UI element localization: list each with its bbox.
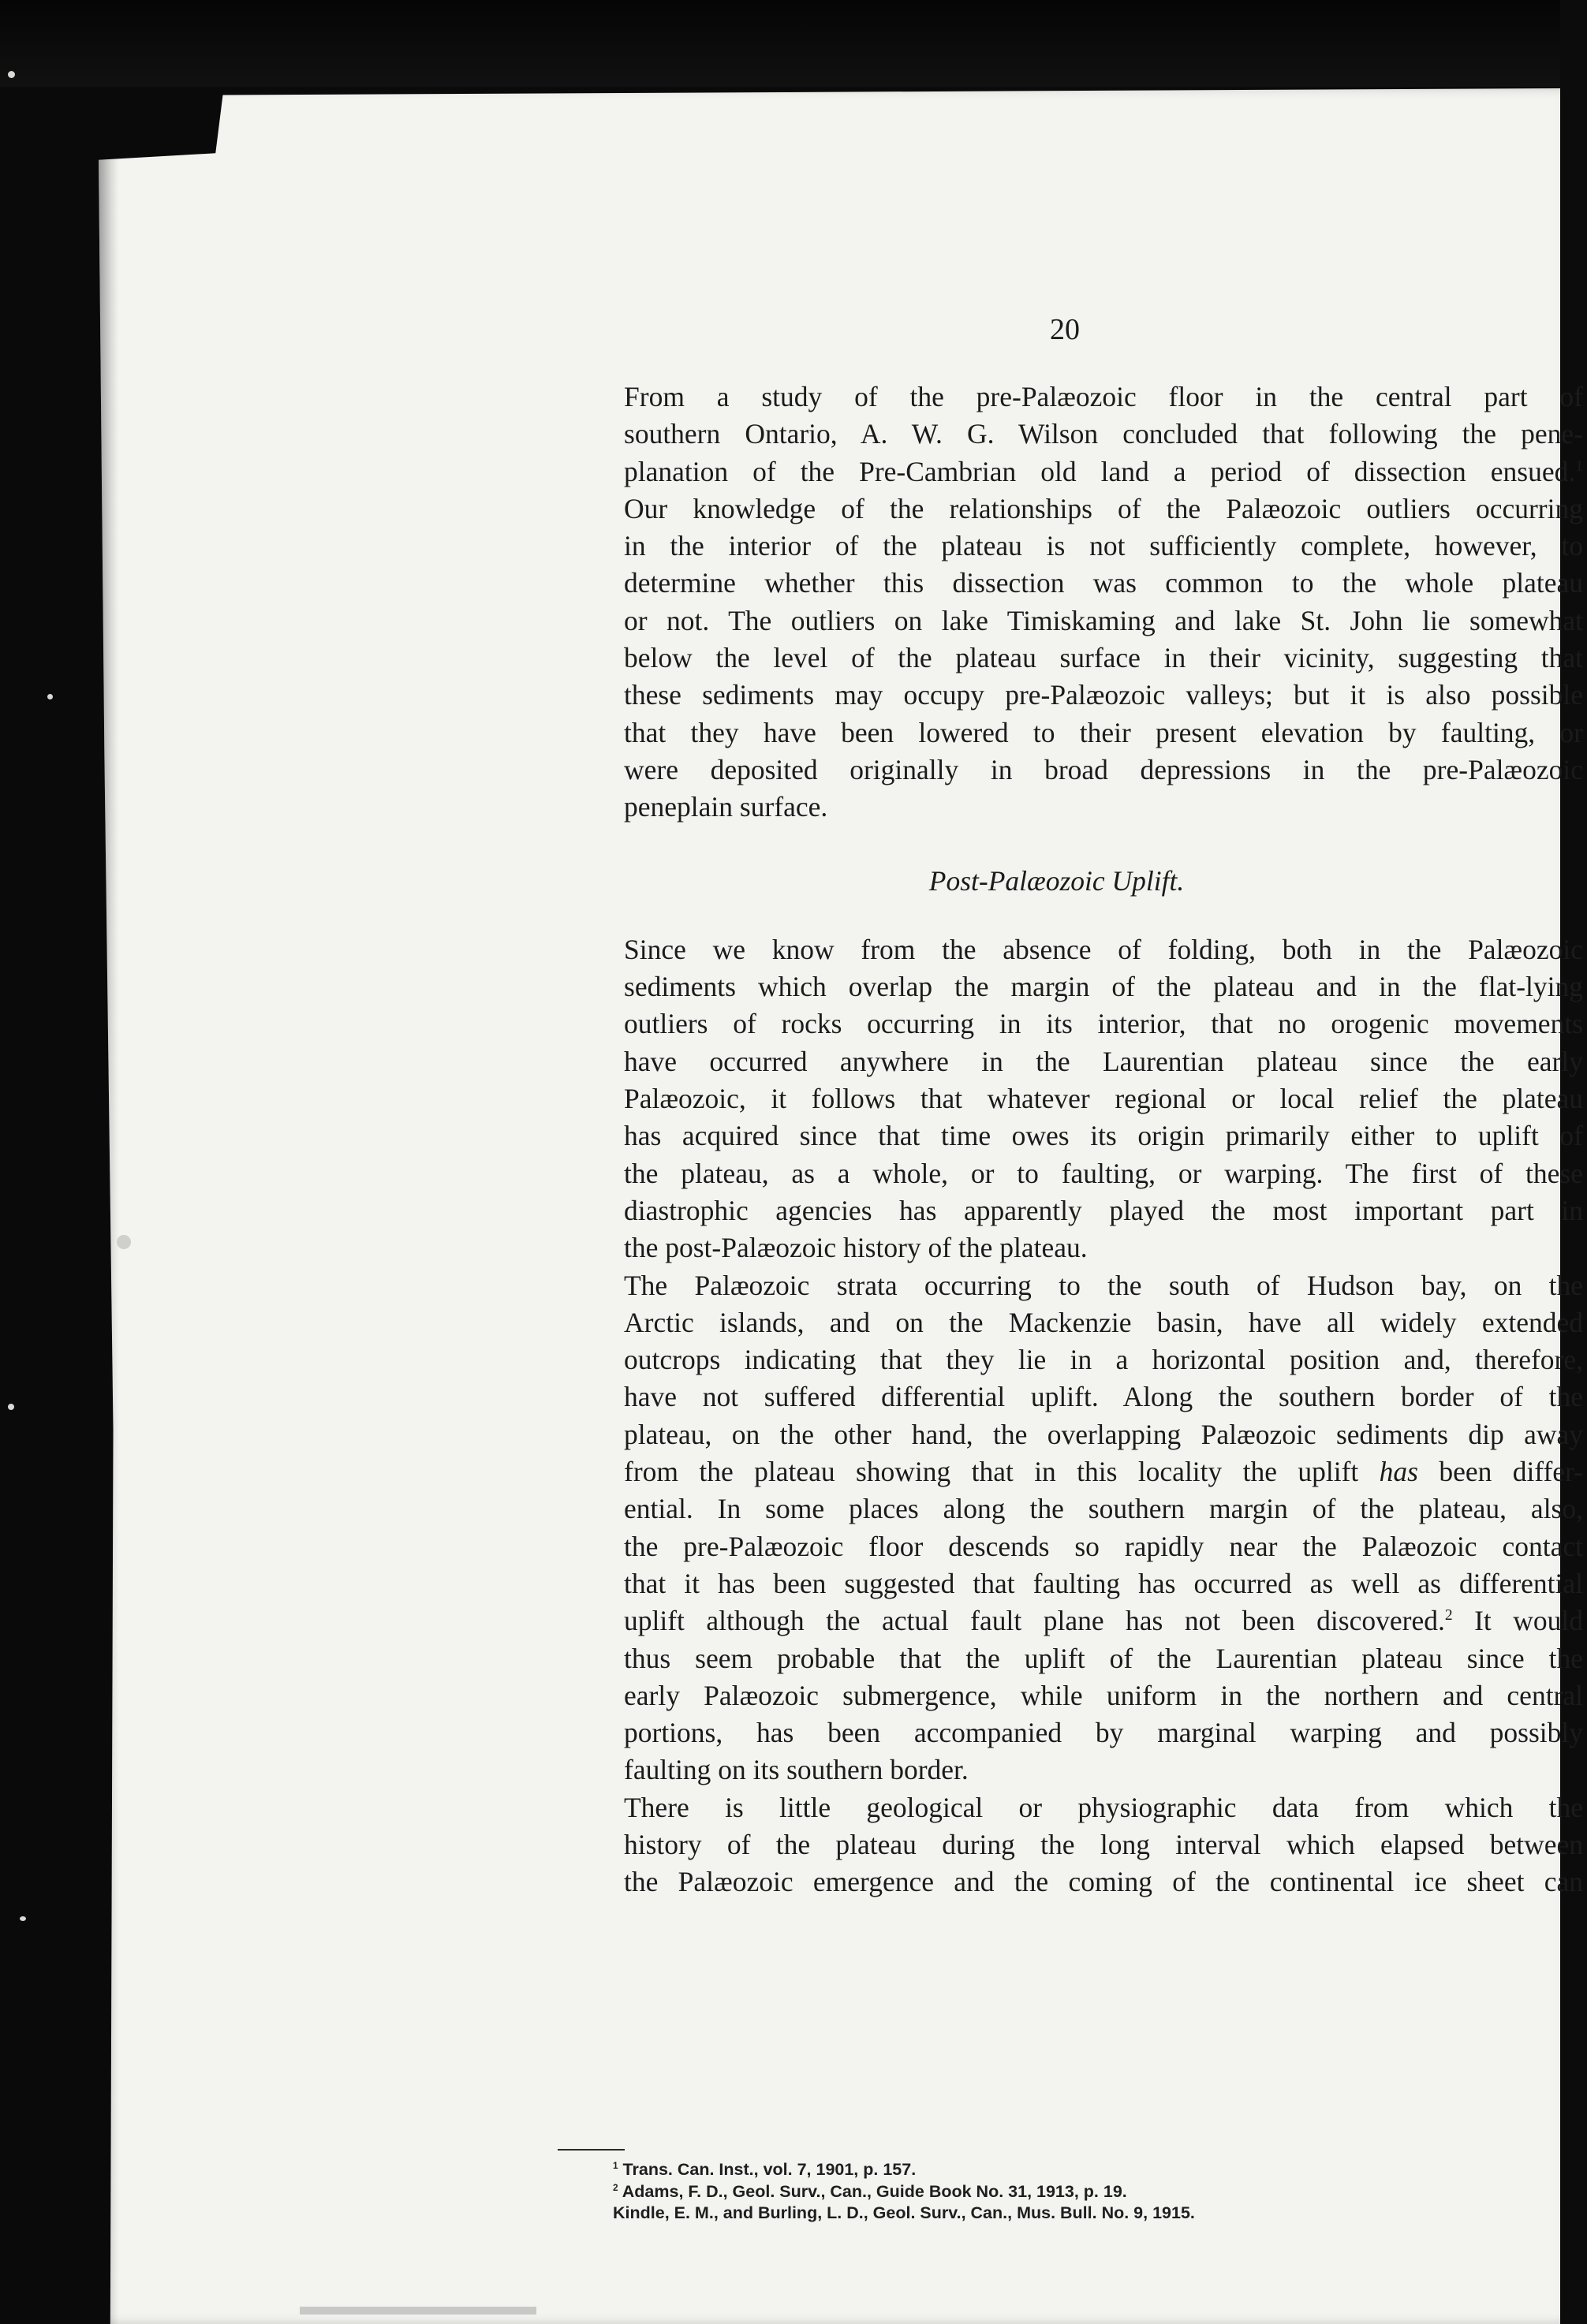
- footnote-ref-1: 1: [1575, 457, 1583, 475]
- text-line: Since we know from the absence of folding, both in the Palæozoic: [624, 933, 1583, 965]
- text-line: from the plateau showing that in this locality the uplift has been differ-: [624, 1456, 1583, 1488]
- text-line: these sediments may occupy pre-Palæozoic valleys; but it is also possible: [624, 679, 1583, 711]
- text-line: There is little geological or physiographic data from which the: [624, 1791, 1583, 1823]
- text-line: has acquired since that time owes its origin primarily either to uplift of: [624, 1120, 1583, 1152]
- scan-speck: [8, 71, 15, 78]
- scan-speck: [117, 1235, 131, 1249]
- text-line: have not suffered differential uplift. Along the southern border of the: [624, 1381, 1583, 1413]
- paragraph-no-orogeny: [558, 931, 1583, 1267]
- text-line: Arctic islands, and on the Mackenzie basin, have all widely extended: [624, 1306, 1583, 1338]
- text-line: that they have been lowered to their present elevation by faulting, or: [624, 716, 1583, 748]
- paragraph-dissection: [558, 379, 1583, 826]
- text-line: the Palæozoic emergence and the coming of the continental ice sheet can: [624, 1866, 1583, 1898]
- text-line: diastrophic agencies has apparently played the most important part in: [624, 1194, 1583, 1226]
- footnote-1: $^1$ Trans. Can. Inst., vol. 7, 1901, p. 157.: [613, 2159, 917, 2179]
- section-heading: Post-Palæozoic Uplift.: [928, 864, 1185, 897]
- text-line: below the level of the plateau surface in their vicinity, suggesting that: [624, 642, 1583, 674]
- text-line: outliers of rocks occurring in its interior, that no orogenic movements: [624, 1008, 1583, 1040]
- text-line: determine whether this dissection was common to the whole plateau: [624, 567, 1583, 599]
- text-line: the pre-Palæozoic floor descends so rapidly near the Palæozoic contact: [624, 1530, 1583, 1562]
- text-line: ential. In some places along the southern margin of the plateau, also,: [624, 1493, 1583, 1525]
- text-line: uplift although the actual fault plane has not been discovered.$^2$ It would: [624, 1605, 1583, 1637]
- text-line: southern Ontario, A. W. G. Wilson concluded that following the pene-: [624, 418, 1583, 450]
- page-number: 20: [1050, 313, 1080, 346]
- scan-top-border: [0, 0, 1560, 87]
- text-line: planation of the Pre-Cambrian old land a period of dissection ensued.$^1$: [624, 455, 1583, 487]
- footnote-2: $^2$ Adams, F. D., Geol. Surv., Can., Guide Book No. 31, 1913, p. 19.: [613, 2181, 1127, 2201]
- footnote-divider: [558, 2149, 625, 2151]
- text-line: history of the plateau during the long interval which elapsed between: [624, 1828, 1583, 1860]
- text-line: were deposited originally in broad depressions in the pre-Palæozoic: [624, 753, 1583, 785]
- text-line: early Palæozoic submergence, while uniform in the northern and central: [624, 1679, 1583, 1711]
- text-line: thus seem probable that the uplift of the Laurentian plateau since the: [624, 1642, 1583, 1674]
- text-line: the post-Palæozoic history of the plateau.: [624, 1232, 1088, 1264]
- text-line: sediments which overlap the margin of the plateau and in the flat-lying: [624, 971, 1583, 1003]
- page-gutter-shadow: [99, 88, 119, 2324]
- scan-speck: [8, 1404, 14, 1410]
- footnotes: [613, 2159, 1195, 2225]
- italic-emphasis: has: [1379, 1456, 1418, 1488]
- paragraph-palaeozoic-strata: [558, 1267, 1583, 1789]
- text-line: peneplain surface.: [624, 791, 828, 823]
- text-line: From a study of the pre-Palæozoic floor in the central part of: [624, 381, 1583, 412]
- text-line: outcrops indicating that they lie in a horizontal position and, therefore,: [624, 1344, 1583, 1376]
- text-line: that it has been suggested that faulting has occurred as well as differential: [624, 1567, 1583, 1599]
- text-line: plateau, on the other hand, the overlapping Palæozoic sediments dip away: [624, 1418, 1583, 1450]
- scan-speck: [20, 1916, 26, 1921]
- text-line: portions, has been accompanied by marginal warping and possibly: [624, 1717, 1583, 1749]
- scan-speck: [47, 694, 53, 699]
- text-line: have occurred anywhere in the Laurentian plateau since the early: [624, 1045, 1583, 1077]
- text-line: the plateau, as a whole, or to faulting, or warping. The first of these: [624, 1157, 1583, 1189]
- text-line: Our knowledge of the relationships of the Palæozoic outliers occurring: [624, 492, 1583, 524]
- text-line: Palæozoic, it follows that whatever regional or local relief the plateau: [624, 1083, 1583, 1115]
- text-line: faulting on its southern border.: [624, 1754, 969, 1786]
- text-line: or not. The outliers on lake Timiskaming and lake St. John lie somewhat: [624, 604, 1583, 636]
- scan-smudge: [300, 2307, 536, 2315]
- footnote-ref-2: 2: [1444, 1607, 1453, 1625]
- paragraph-geological-data: [558, 1789, 1583, 1901]
- text-line: The Palæozoic strata occurring to the south of Hudson bay, on the: [624, 1269, 1583, 1301]
- text-line: in the interior of the plateau is not sufficiently complete, however, to: [624, 530, 1583, 562]
- body-text: [558, 300, 1583, 1901]
- footnote-2-continued: Kindle, E. M., and Burling, L. D., Geol. Surv., Can., Mus. Bull. No. 9, 1915.: [613, 2203, 1195, 2222]
